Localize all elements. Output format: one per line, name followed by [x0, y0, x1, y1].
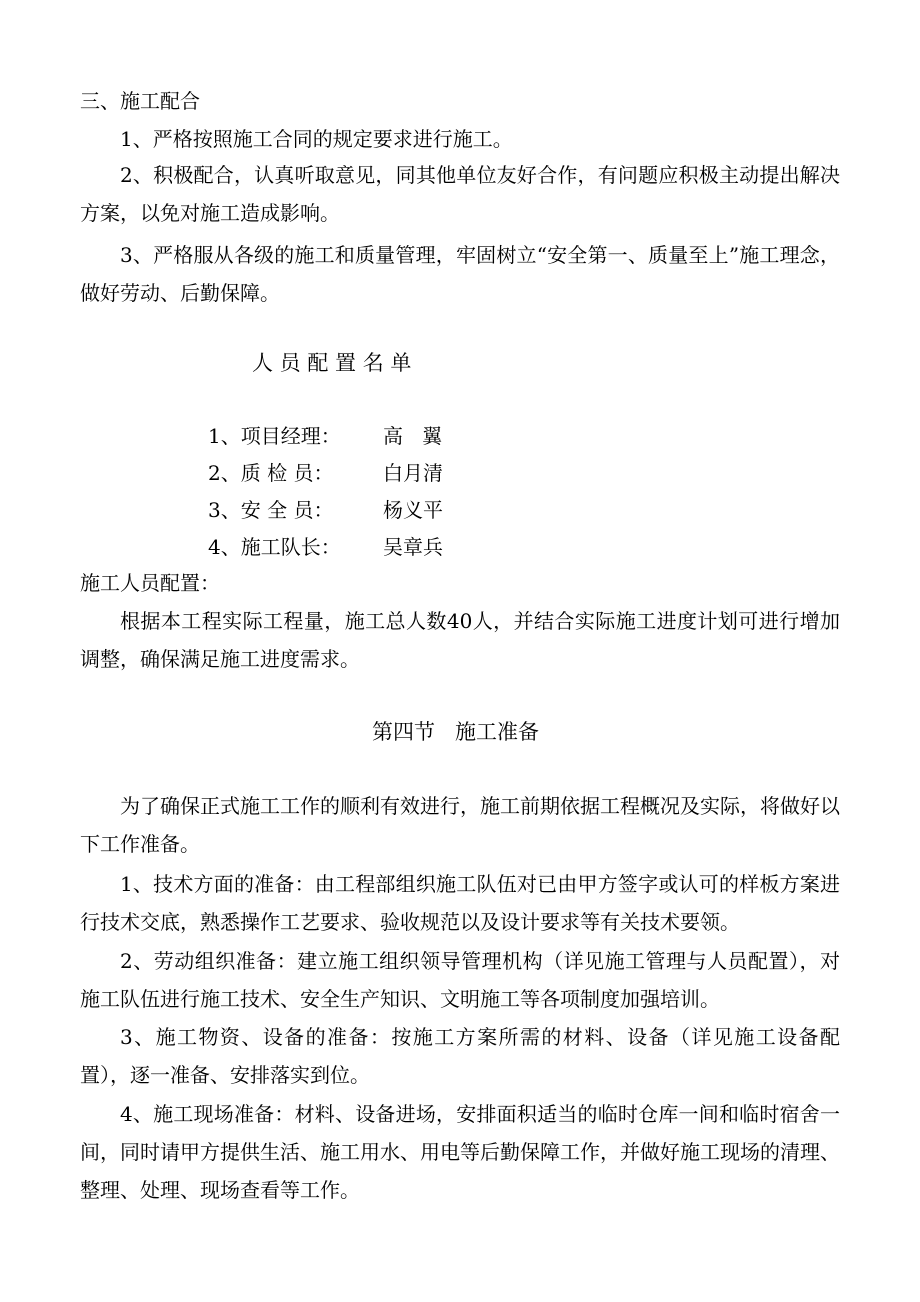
list-item: 2、劳动组织准备：建立施工组织领导管理机构（详见施工管理与人员配置），对施工队伍进行施工技术、安全生产知识、文明施工等各项制度加强培训。: [80, 949, 840, 1011]
list-item: 1、严格按照施工合同的规定要求进行施工。: [120, 127, 513, 151]
list-item: 3、施工物资、设备的准备：按施工方案所需的材料、设备（详见施工设备配置），逐一准备、安排落实到位。: [80, 1025, 840, 1087]
workforce-text: 根据本工程实际工程量，施工总人数40人，并结合实际施工进度计划可进行增加调整，确保满足施工进度需求。: [80, 609, 840, 671]
staff-role: 3、安 全 员：: [208, 498, 334, 522]
list-item: 1、技术方面的准备：由工程部组织施工队伍对已由甲方签字或认可的样板方案进行技术交底，熟悉操作工艺要求、验收规范以及设计要求等有关技术要领。: [80, 872, 840, 934]
list-item: 4、施工现场准备：材料、设备进场，安排面积适当的临时仓库一间和临时宿舍一间，同时请甲方提供生活、施工用水、用电等后勤保障工作，并做好施工现场的清理、整理、处理、现场查看等工作。: [80, 1102, 840, 1202]
list-item: 3、严格服从各级的施工和质量管理，牢固树立“安全第一、质量至上”施工理念，做好劳动、后勤保障。: [80, 243, 840, 305]
staff-row: [208, 454, 508, 492]
staff-name: 高 翼: [383, 424, 443, 448]
staff-role: 2、质 检 员：: [208, 461, 334, 485]
staff-name: 白月清: [383, 461, 443, 485]
staff-name: 杨义平: [383, 498, 443, 522]
section-heading: 三、施工配合: [80, 89, 200, 113]
staff-role: 4、施工队长：: [208, 535, 341, 559]
staff-row: [208, 491, 508, 529]
staff-list-title: 人 员 配 置 名 单: [252, 351, 412, 375]
staff-row: [208, 417, 508, 455]
intro-paragraph: 为了确保正式施工工作的顺利有效进行，施工前期依据工程概况及实际，将做好以下工作准备。: [80, 794, 840, 856]
staff-name: 吴章兵: [383, 535, 443, 559]
section-title: 第四节 施工准备: [372, 720, 540, 744]
staff-row: [208, 528, 508, 566]
list-item: 2、积极配合，认真听取意见，同其他单位友好合作，有问题应积极主动提出解决方案，以免对施工造成影响。: [80, 163, 840, 225]
workforce-label: 施工人员配置：: [80, 571, 220, 595]
staff-role: 1、项目经理：: [208, 424, 341, 448]
